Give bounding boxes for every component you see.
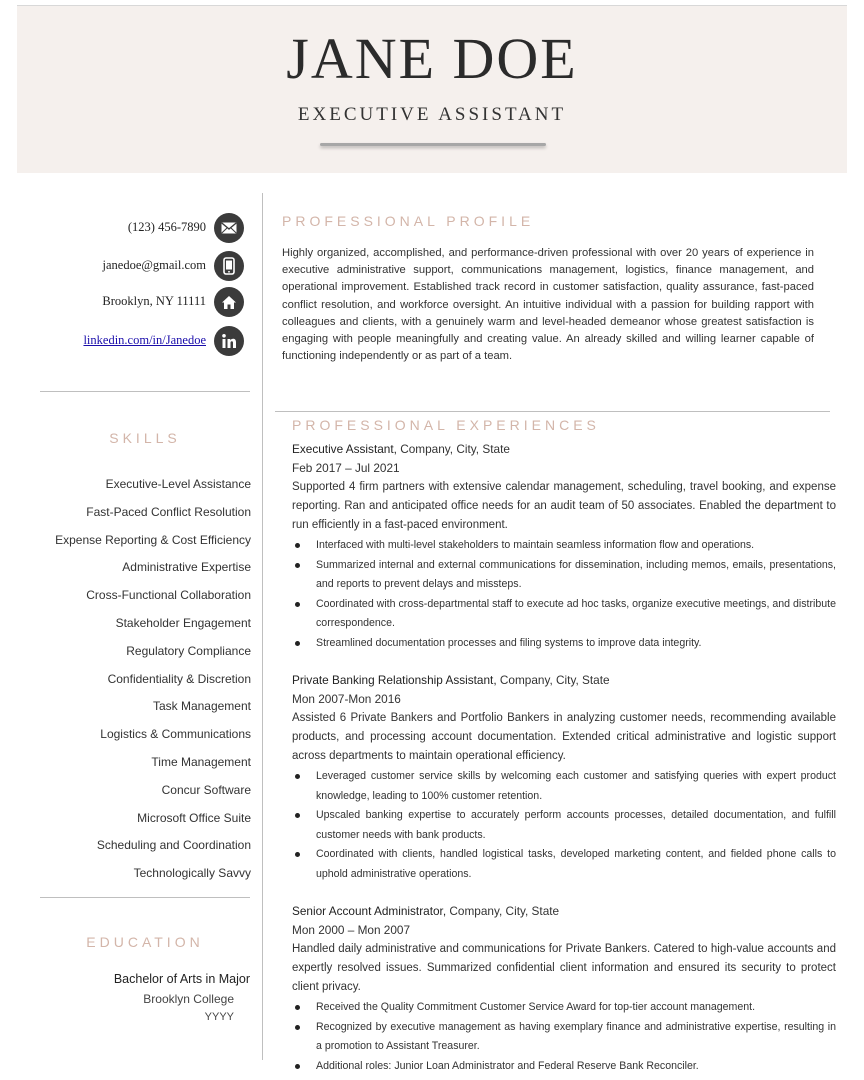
column-divider: [262, 193, 263, 1060]
linkedin-icon: [214, 326, 244, 356]
job-bullet: Additional roles: Junior Loan Administrator and Federal Reserve Bank Reconciler.: [292, 1057, 836, 1077]
skill-item: Administrative Expertise: [122, 560, 251, 575]
education-school: Brooklyn College: [143, 992, 234, 1006]
education-degree: Bachelor of Arts in Major: [113, 972, 250, 986]
job-bullet: Coordinated with clients, handled logistical tasks, developed marketing content, and fielded phone calls to uphold administrative operations.: [292, 845, 836, 884]
profile-summary: Highly organized, accomplished, and performance-driven professional with over 20 years of experience in executive administrative support, communications management, logistics, finance management, and operational improvement. Established track record in customer satisfaction, quality assurance, fast-paced conflict resolution, and workforce oversight. An intuitive individual with a passion for building rapport with colleagues and clients, with a genuinely warm and level-headed demeanor whose greatest satisfaction is engaging with people meaningfully and creating value. An already skilled and willing learner capable of functioning independently or as part of a team.: [282, 247, 814, 363]
job-executive-assistant: [292, 440, 836, 653]
job-senior-account-administrator: [292, 902, 836, 1076]
candidate-name: JANE DOE: [286, 26, 578, 91]
contact-phone: [30, 212, 244, 244]
skill-item: Task Management: [152, 699, 251, 714]
skills-heading: SKILLS: [109, 430, 181, 446]
job-bullet: Streamlined documentation processes and filing systems to improve data integrity.: [292, 634, 836, 654]
contact-phone-text: (123) 456-7890: [127, 220, 206, 234]
skill-item: Time Management: [151, 754, 251, 769]
phone-icon: [214, 251, 244, 281]
job-dates: Mon 2000 – Mon 2007: [292, 923, 411, 937]
skill-item: Fast-Paced Conflict Resolution: [86, 504, 251, 519]
job-bullet: Leveraged customer service skills by welcoming each customer and satisfying queries with expert product knowledge, leading to 100% customer retention.: [292, 767, 836, 806]
job-role: Senior Account Administrator,: [292, 904, 447, 918]
job-summary: Supported 4 firm partners with extensive calendar management, scheduling, travel booking, and expense reporting. Ran and anticipated office needs for an audit team of 50 associates. Enabled the department to run efficiently in a fast-paced environment.: [292, 481, 836, 531]
profile-heading: PROFESSIONAL PROFILE: [282, 213, 535, 229]
skill-item: Microsoft Office Suite: [137, 810, 251, 825]
skills-divider: [40, 897, 250, 898]
contact-location: [30, 286, 244, 318]
job-org: Company, City, State: [446, 904, 560, 918]
contact-location-text: Brooklyn, NY 11111: [102, 294, 206, 308]
contact-email-text: janedoe@gmail.com: [102, 258, 206, 272]
job-heading: [292, 671, 836, 690]
job-heading: [292, 902, 836, 921]
experience-heading: PROFESSIONAL EXPERIENCES: [292, 417, 600, 433]
job-role: Private Banking Relationship Assistant,: [292, 673, 497, 687]
contact-linkedin[interactable]: [30, 325, 244, 357]
education-heading: EDUCATION: [86, 934, 204, 950]
skill-item: Concur Software: [161, 782, 251, 797]
skill-item: Executive-Level Assistance: [105, 477, 251, 491]
skill-item: Expense Reporting & Cost Efficiency: [55, 532, 251, 547]
job-role: Executive Assistant,: [292, 442, 397, 456]
job-bullet: Summarized internal and external communications for dissemination, including memos, emails, presentations, and reports to prevent delays and missteps.: [292, 556, 836, 595]
job-private-banking-assistant: [292, 671, 836, 884]
skill-item: Confidentiality & Discretion: [107, 671, 251, 686]
job-org: Company, City, State: [396, 442, 510, 456]
skill-item: Stakeholder Engagement: [115, 615, 251, 630]
linkedin-link[interactable]: linkedin.com/in/Janedoe: [83, 333, 206, 347]
job-bullet: Received the Quality Commitment Customer Service Award for top-tier account management.: [292, 998, 836, 1018]
profile-divider: [275, 411, 830, 412]
skill-item: Cross-Functional Collaboration: [86, 588, 251, 603]
title-underline: [320, 143, 546, 146]
job-bullets: [292, 767, 836, 884]
resume-header: [17, 6, 847, 173]
contact-divider: [40, 391, 250, 392]
job-bullet: Interfaced with multi-level stakeholders to maintain seamless information flow and operations.: [292, 536, 836, 556]
skills-list: [30, 474, 251, 891]
skill-item: Scheduling and Coordination: [96, 838, 251, 853]
job-bullet: Recognized by executive management as having exemplary finance and administrative expertise, resulting in a promotion to Assistant Treasurer.: [292, 1018, 836, 1057]
job-bullet: Upscaled banking expertise to accurately perform accounts processes, detailed documentation, and fulfill customer needs with bank products.: [292, 806, 836, 845]
job-bullets: [292, 998, 836, 1076]
job-bullets: [292, 536, 836, 653]
skill-item: Technologically Savvy: [133, 866, 251, 881]
job-summary: Assisted 6 Private Bankers and Portfolio Bankers in analyzing customer needs, recommending available products, and processing account documentation. Extended critical administrative and logistic support across departments to maintain operational efficiency.: [292, 712, 836, 762]
job-summary: Handled daily administrative and communications for Private Bankers. Catered to high-value accounts and expertly resolved issues. Summarized confidential client information and ensured its security to protect client privacy.: [292, 943, 836, 993]
job-dates: Mon 2007-Mon 2016: [292, 692, 401, 706]
job-org: Company, City, State: [496, 673, 610, 687]
contact-email: [30, 250, 244, 282]
job-heading: [292, 440, 836, 459]
home-icon: [214, 287, 244, 317]
job-dates: Feb 2017 – Jul 2021: [292, 461, 400, 475]
job-bullet: Coordinated with cross-departmental staff to execute ad hoc tasks, organize executive meetings, and distribute correspondence.: [292, 595, 836, 634]
skill-item: Logistics & Communications: [100, 727, 251, 742]
envelope-icon: [214, 213, 244, 243]
skill-item: Regulatory Compliance: [126, 643, 251, 658]
education-year: YYYY: [204, 1011, 234, 1023]
candidate-title: EXECUTIVE ASSISTANT: [297, 104, 567, 125]
